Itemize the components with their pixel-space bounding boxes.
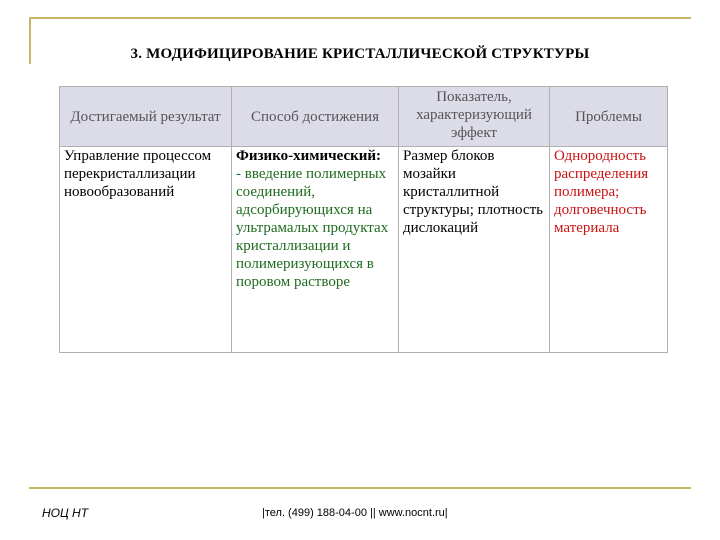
footer-contacts: |тел. (499) 188-04-00 || www.nocnt.ru| xyxy=(262,507,448,519)
header-result: Достигаемый результат xyxy=(60,87,232,147)
method-text: - введение полимерных соединений, адсорбирующихся на ультрамалых продуктах кристаллизации и полимеризующихся в поровом растворе xyxy=(236,166,389,290)
cell-problems: Однородность распределения полимера; долговечность материала xyxy=(550,147,668,353)
header-problems: Проблемы xyxy=(550,87,668,147)
modification-table xyxy=(59,86,668,353)
cell-indicator: Размер блоков мозайки кристаллитной структуры; плотность дислокаций xyxy=(399,147,550,353)
bottom-rule xyxy=(29,487,691,489)
header-method: Способ достижения xyxy=(232,87,399,147)
cell-result: Управление процессом перекристаллизации новообразований xyxy=(60,147,232,353)
table-header-row xyxy=(60,87,668,147)
table-row xyxy=(60,147,668,353)
header-indicator: Показатель, характеризующий эффект xyxy=(399,87,550,147)
top-rule xyxy=(29,17,691,19)
footer-org: НОЦ НТ xyxy=(42,506,89,520)
cell-method xyxy=(232,147,399,353)
method-title: Физико-химический: xyxy=(236,148,382,164)
slide-title: 3. МОДИФИЦИРОВАНИЕ КРИСТАЛЛИЧЕСКОЙ СТРУКТУРЫ xyxy=(130,46,590,62)
